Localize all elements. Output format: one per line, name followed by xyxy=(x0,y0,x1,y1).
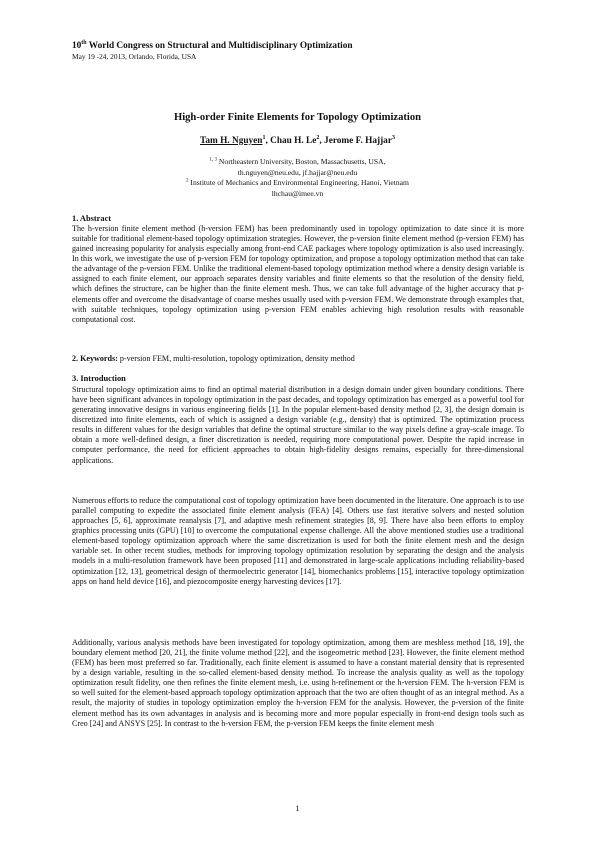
introduction-heading: 3. Introduction xyxy=(72,374,126,383)
author-separator: , xyxy=(265,136,271,146)
affiliation-text: Institute of Mechanics and Environmental Engineering, Hanoi, Vietnam xyxy=(188,178,409,187)
introduction-paragraph: Additionally, various analysis methods have been investigated for topology optimization, among them are meshless method [18, 19], the boundary element method [20, 21], the finite volume method [22], and the isogeometric method [23]. However, the finite element method (FEM) has been most preferred so far. Traditionally, each finite element is assumed to have a constant material density that is represented by a design variable, resulting in the so-called element-based density method. To increase the analysis quality as well as the topology optimization result fidelity, one then refines the finite element mesh, i.e. using h-refinement or the h-version FEM. The h-version FEM is so well suited for the element-based approach topology optimization approach that the two are often thought of as an integral method. As a result, the majority of studies in topology optimization employ the h-version FEM for the analysis. However, the p-version of the finite element method has its own advantages in analysis and is becoming more and more popular especially in front-end design tools such as Creo [24] and ANSYS [25]. In contrast to the h-version FEM, the p-version FEM keeps the finite element mesh xyxy=(72,638,524,728)
introduction-paragraph: Structural topology optimization aims to find an optimal material distribution in a design domain under given boundary conditions. There have been significant advances in topology optimization in the past decades, and topology optimization has emerged as a powerful tool for generating innovative designs in various engineering fields [1]. In the popular element-based density method [2, 3], the design domain is discretized into finite elements, each of which is assigned a design variable (e.g., density) that is optimized. The optimization process results in different values for the design variables that define the optimal structure similar to the way pixels define a gray-scale image. To obtain a more well-defined design, a finer discretization is needed, requiring more computational power. Despite the rapid increase in computer performance, the need for efficient approaches to obtain high-fidelity designs remains, especially for three-dimensional applications. xyxy=(72,385,524,465)
author-name: Jerome F. Hajjar xyxy=(324,136,392,146)
author-name: Tam H. Nguyen xyxy=(200,136,263,146)
conference-ordinal: 10 xyxy=(72,41,82,51)
affiliation-mark: 2 xyxy=(186,178,189,184)
abstract-text: The h-version finite element method (h-version FEM) has been predominantly used in topology optimization to date since it is more suitable for traditional element-based topology optimization strategies. However, the p-version finite element method (p-version FEM) has gained increasing popularity for analysis especially among front-end CAE packages where topology optimization is also used increasingly. In this work, we investigate the use of p-version FEM for topology optimization, and propose a topology optimization method that can take the advantage of the p-version FEM. Unlike the traditional element-based topology optimization method where a density design variable is assigned to each finite element, our approach separates density variables and finite elements so that the resolution of the density field, which defines the structure, can be higher than the finite element mesh. Thus, we can take full advantage of the higher accuracy that p-elements offer and overcome the disadvantage of coarse meshes usually used with p-version FEM. We demonstrate through examples that, with suitable techniques, topology optimization using p-version FEM enables achieving high resolution results with reasonable computational cost. xyxy=(72,224,524,324)
conference-title xyxy=(72,41,532,52)
page-number: 1 xyxy=(295,804,300,813)
author-affiliation-mark: 2 xyxy=(316,134,320,141)
author-list xyxy=(60,135,535,147)
affiliation-mark: 1, 3 xyxy=(209,157,218,163)
keywords-label: 2. Keywords: xyxy=(72,354,118,363)
paper-title: High-order Finite Elements for Topology Optimization xyxy=(173,112,422,123)
conference-name: World Congress on Structural and Multidisciplinary Optimization xyxy=(86,41,353,51)
conference-date: May 19 -24, 2013, Orlando, Florida, USA xyxy=(72,52,197,61)
author-affiliation-mark: 3 xyxy=(391,134,395,141)
author-affiliation-mark: 1 xyxy=(262,134,266,141)
introduction-paragraph: Numerous efforts to reduce the computational cost of topology optimization have been documented in the literature. One approach is to use parallel computing to expedite the associated finite element analysis (FEA) [4]. Others use fast iterative solvers and nested solution approaches [5, 6], approximate reanalysis [7], and adaptive mesh refinement strategies [8, 9]. There have also been efforts to employ graphics processing units (GPU) [10] to overcome the computational expense challenge. All the above mentioned studies use a traditional element-based topology optimization approach where the same discretization is used for both the finite element mesh and the design variable set. In other recent studies, methods for improving topology optimization resolution by separating the design and the analysis models in a multi-resolution framework have been proposed [11] and demonstrated in large-scale applications including reliability-based optimization [12, 13], geometrical design of thermoelectric generator [14], biomechanics problems [15], interactive topology optimization apps on hand held device [16], and piezocomposite energy harvesting devices [17]. xyxy=(72,496,524,586)
affiliations xyxy=(60,157,535,199)
author-name: Chau H. Le xyxy=(270,136,317,146)
author-separator: , xyxy=(319,136,325,146)
affiliation-line xyxy=(60,178,535,189)
conference-header xyxy=(72,41,532,62)
affiliation-emails: th.nguyen@neu.edu, jf.hajjar@neu.edu xyxy=(237,167,358,177)
keywords-line xyxy=(72,354,524,364)
affiliation-text: Northeastern University, Boston, Massachusetts, USA, xyxy=(217,157,386,166)
conference-ordinal-suffix: th xyxy=(81,39,87,46)
affiliation-emails: lhchau@imee.vn xyxy=(271,188,324,198)
abstract-heading: 1. Abstract xyxy=(72,214,112,223)
keywords-text: p-version FEM, multi-resolution, topology optimization, density method xyxy=(117,354,355,363)
affiliation-line xyxy=(60,157,535,168)
